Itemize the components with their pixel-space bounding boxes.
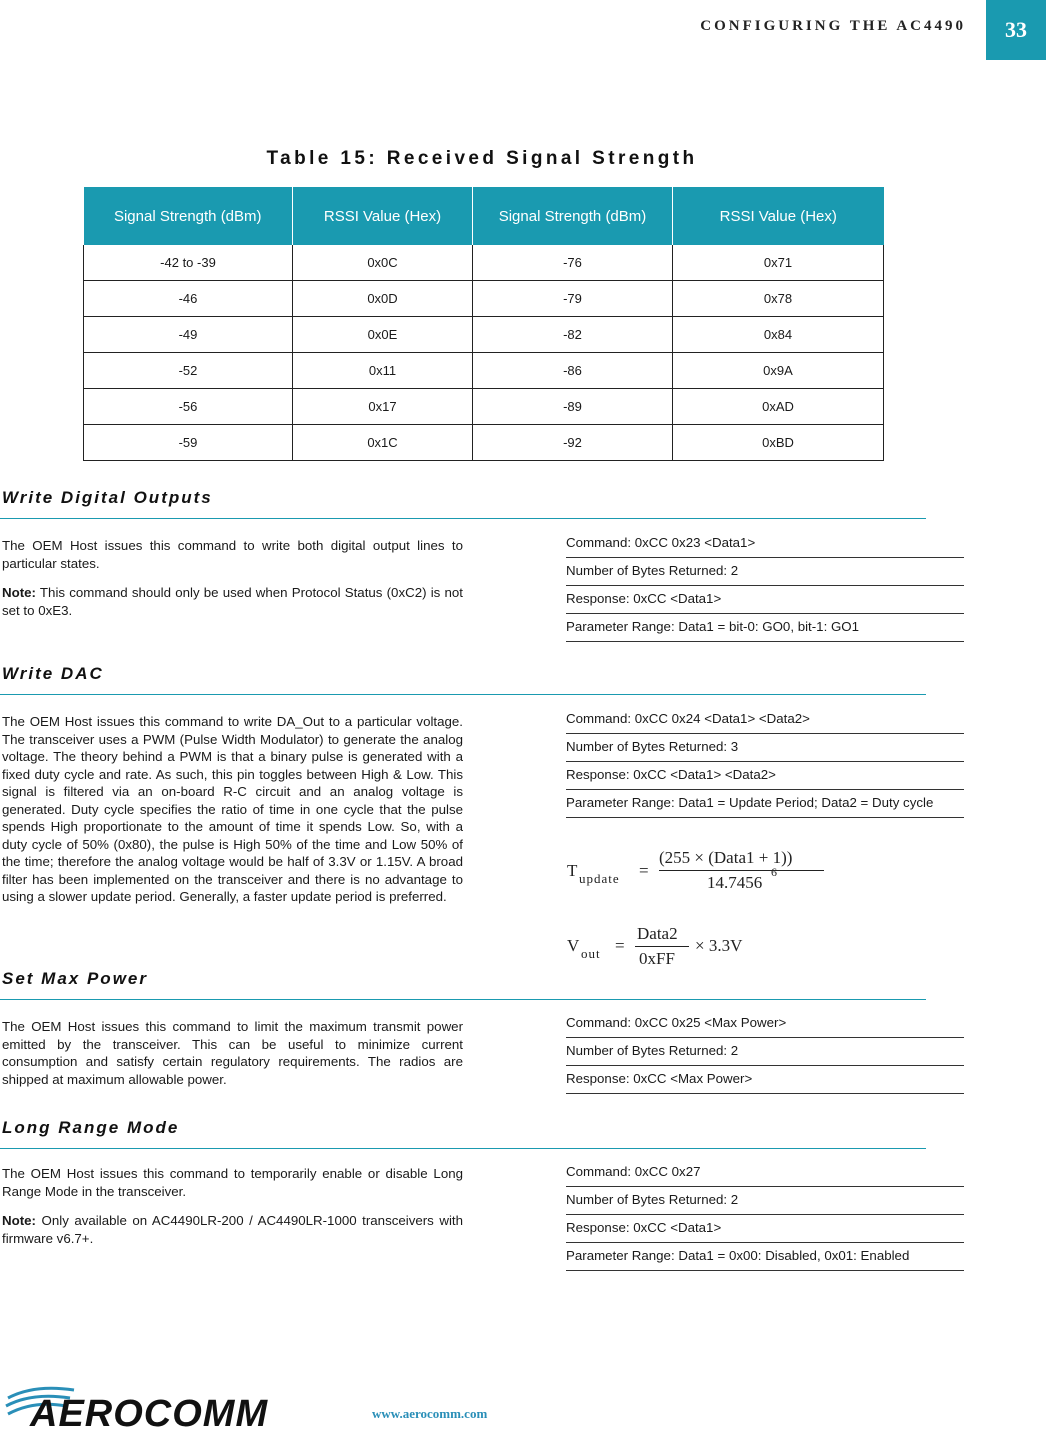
- response-row: Response: 0xCC <Max Power>: [566, 1066, 964, 1094]
- table-row: [84, 353, 884, 389]
- table-title: Table 15: Received Signal Strength: [266, 148, 698, 169]
- bytes-returned-row: Number of Bytes Returned: 3: [566, 734, 964, 762]
- formula-denominator: 0xFF: [639, 949, 675, 968]
- table-cell: 0x71: [673, 245, 884, 281]
- logo-swoosh-icon: [4, 1382, 356, 1430]
- running-header: CONFIGURING THE AC4490: [700, 18, 966, 34]
- note-label: Note:: [2, 585, 36, 600]
- logo-wordmark: AEROCOMM: [30, 1393, 269, 1430]
- table-cell: -92: [473, 425, 673, 461]
- table-cell: -56: [84, 389, 293, 425]
- table-cell: 0x0D: [293, 281, 473, 317]
- write-digital-description: [2, 537, 463, 631]
- formula-numerator: Data2: [637, 924, 678, 943]
- footer-url[interactable]: www.aerocomm.com: [372, 1406, 488, 1421]
- command-row: Command: 0xCC 0x24 <Data1> <Data2>: [566, 706, 964, 734]
- section-heading-set-max-power: Set Max Power: [2, 969, 148, 988]
- table-cell: 0xAD: [673, 389, 884, 425]
- formula-tail: × 3.3V: [695, 936, 743, 955]
- section-heading-long-range-mode: Long Range Mode: [2, 1118, 180, 1137]
- command-row: Command: 0xCC 0x25 <Max Power>: [566, 1010, 964, 1038]
- table-cell: 0xBD: [673, 425, 884, 461]
- table-cell: 0x84: [673, 317, 884, 353]
- table-row: [84, 281, 884, 317]
- write-dac-description: [2, 713, 463, 918]
- formula-subscript: update: [579, 871, 620, 886]
- formula-subscript: out: [581, 946, 601, 961]
- bytes-returned-row: Number of Bytes Returned: 2: [566, 1187, 964, 1215]
- formula-lhs: V: [567, 936, 580, 955]
- output-voltage-formula: [567, 922, 827, 974]
- body-text: The OEM Host issues this command to write DA_Out to a particular voltage. The transceiver uses a PWM (Pulse Width Modulator) to generate the analog voltage. The theory behind a PWM is that a binary pulse is generated with a fixed duty cycle and rate. As such, this pin toggles between High & Low. This signal is filtered via an on-board R-C circuit and an analog voltage is generated. Duty cycle specifies the ratio of time in one cycle that the pulse spends High proportionate to the amount of time it spends Low. So, with a duty cycle of 50% (0x80), the pulse is High 50% of the time and Low 50% of the time; therefore the analog voltage would be half of 3.3V or 1.15V. A broad filter has been implemented on the transceiver and there is no advantage to using a slower update period. Generally, a faster update period is preferred.: [2, 714, 463, 904]
- table-cell: -79: [473, 281, 673, 317]
- table-row: [84, 245, 884, 281]
- note-text: This command should only be used when Protocol Status (0xC2) is not set to 0xE3.: [2, 585, 463, 618]
- body-text: The OEM Host issues this command to write both digital output lines to particular states.: [2, 538, 463, 571]
- set-max-power-description: [2, 1018, 463, 1100]
- section-heading-write-digital-outputs: Write Digital Outputs: [2, 488, 213, 507]
- table-row: [84, 317, 884, 353]
- section-divider: [0, 518, 926, 519]
- section-divider: [0, 694, 926, 695]
- table-cell: -59: [84, 425, 293, 461]
- formula-exponent: 6: [771, 865, 777, 879]
- table-cell: -52: [84, 353, 293, 389]
- bytes-returned-row: Number of Bytes Returned: 2: [566, 1038, 964, 1066]
- long-range-command-box: [566, 1159, 964, 1271]
- body-text: The OEM Host issues this command to limit the maximum transmit power emitted by the transceiver. This can be useful to minimize current consumption and satisfy certain regulatory requirements. The radios are shipped at maximum allowable power.: [2, 1019, 463, 1087]
- table-cell: 0x78: [673, 281, 884, 317]
- table-cell: 0x0E: [293, 317, 473, 353]
- table-cell: 0x0C: [293, 245, 473, 281]
- parameter-range-row: Parameter Range: Data1 = 0x00: Disabled, 0x01: Enabled: [566, 1243, 964, 1271]
- table-row: [84, 425, 884, 461]
- formula-numerator: (255 × (Data1 + 1)): [659, 848, 793, 867]
- section-heading-write-dac: Write DAC: [2, 664, 104, 683]
- formula-equals: =: [639, 861, 649, 880]
- fraction-bar: [635, 946, 689, 947]
- command-row: Command: 0xCC 0x23 <Data1>: [566, 530, 964, 558]
- command-row: Command: 0xCC 0x27: [566, 1159, 964, 1187]
- section-divider: [0, 1148, 926, 1149]
- table-cell: -86: [473, 353, 673, 389]
- table-cell: -82: [473, 317, 673, 353]
- table-cell: 0x9A: [673, 353, 884, 389]
- table-cell: 0x1C: [293, 425, 473, 461]
- column-header: Signal Strength (dBm): [473, 187, 673, 245]
- table-cell: -46: [84, 281, 293, 317]
- column-header: Signal Strength (dBm): [84, 187, 293, 245]
- long-range-description: [2, 1165, 463, 1259]
- note-paragraph: [2, 584, 463, 619]
- table-cell: -49: [84, 317, 293, 353]
- update-period-formula: [567, 845, 867, 897]
- rssi-table: [83, 187, 884, 461]
- parameter-range-row: Parameter Range: Data1 = Update Period; Data2 = Duty cycle: [566, 790, 964, 818]
- table-cell: -89: [473, 389, 673, 425]
- column-header: RSSI Value (Hex): [293, 187, 473, 245]
- section-divider: [0, 999, 926, 1000]
- formula-equals: =: [615, 936, 625, 955]
- table-cell: -76: [473, 245, 673, 281]
- body-text: The OEM Host issues this command to temporarily enable or disable Long Range Mode in the transceiver.: [2, 1166, 463, 1199]
- note-paragraph: [2, 1212, 463, 1247]
- write-dac-command-box: [566, 706, 964, 818]
- note-label: Note:: [2, 1213, 36, 1228]
- table-cell: 0x17: [293, 389, 473, 425]
- table-row: [84, 389, 884, 425]
- response-row: Response: 0xCC <Data1> <Data2>: [566, 762, 964, 790]
- fraction-bar: [659, 870, 824, 871]
- page-number-tab: 33: [986, 0, 1046, 60]
- note-text: Only available on AC4490LR-200 / AC4490LR-1000 transceivers with firmware v6.7+.: [2, 1213, 463, 1246]
- table-cell: -42 to -39: [84, 245, 293, 281]
- set-max-power-command-box: [566, 1010, 964, 1094]
- response-row: Response: 0xCC <Data1>: [566, 586, 964, 614]
- aerocomm-logo: [4, 1382, 356, 1435]
- parameter-range-row: Parameter Range: Data1 = bit-0: GO0, bit-1: GO1: [566, 614, 964, 642]
- formula-denominator: 14.7456: [707, 873, 763, 892]
- formula-lhs: T: [567, 861, 578, 880]
- column-header: RSSI Value (Hex): [673, 187, 884, 245]
- bytes-returned-row: Number of Bytes Returned: 2: [566, 558, 964, 586]
- write-digital-command-box: [566, 530, 964, 642]
- response-row: Response: 0xCC <Data1>: [566, 1215, 964, 1243]
- table-header-row: [84, 187, 884, 245]
- table-cell: 0x11: [293, 353, 473, 389]
